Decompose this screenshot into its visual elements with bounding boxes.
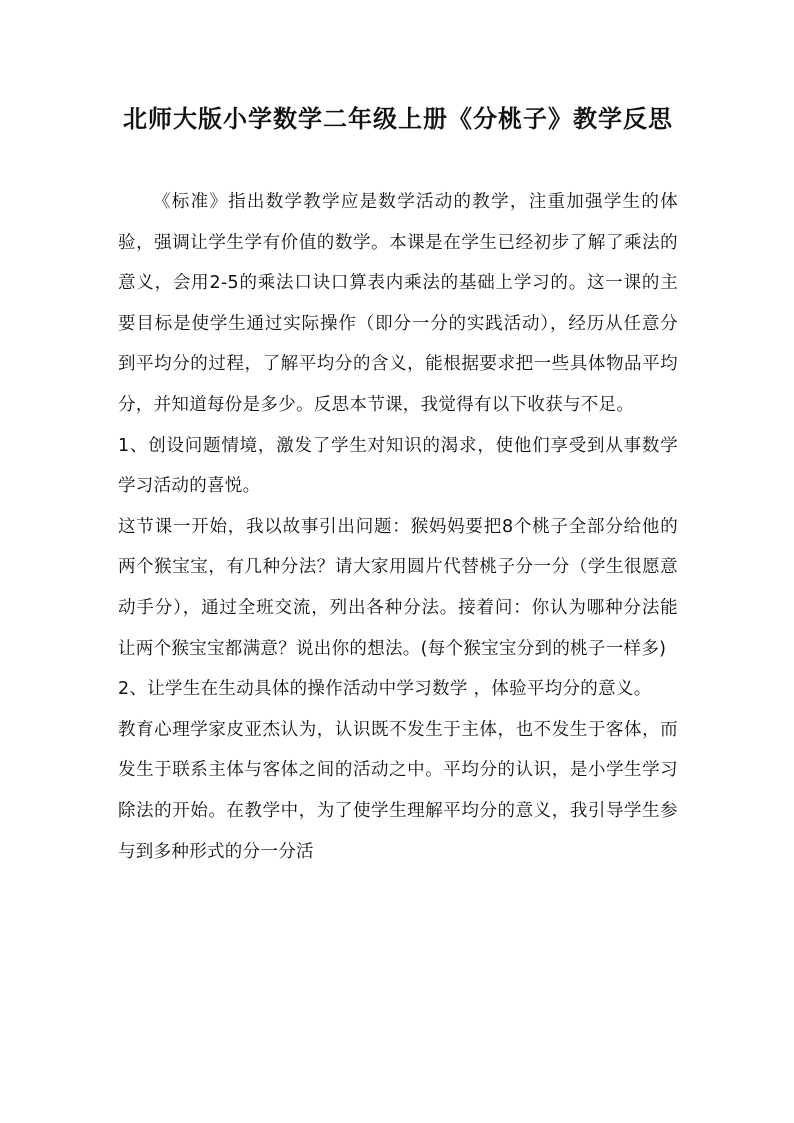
paragraph-point-2-body: 教育心理学家皮亚杰认为，认识既不发生于主体，也不发生于客体，而发生于联系主体与客体之间的活动之中。平均分的认识，是小学生学习除法的开始。在教学中，为了使学生理解平均分的意义，我引导学生参与到多种形式的分一分活 [118, 719, 678, 862]
paragraph-point-2-heading: 2、让学生在生动具体的操作活动中学习数学 ，体验平均分的意义。 [118, 679, 652, 700]
paragraph-point-1-heading: 1、创设问题情境，激发了学生对知识的渴求，使他们享受到从事数学学习活动的喜悦。 [118, 435, 678, 497]
document-title: 北师大版小学数学二年级上册《分桃子》教学反思 [123, 105, 673, 133]
paragraph-point-1-body: 这节课一开始，我以故事引出问题：猴妈妈要把8个桃子全部分给他的两个猴宝宝，有几种分法？请大家用圆片代替桃子分一分（学生很愿意动手分），通过全班交流，列出各种分法。接着问：你认为哪种分法能让两个猴宝宝都满意？说出你的想法。(每个猴宝宝分到的桃子一样多) [118, 516, 678, 659]
document-body [118, 182, 678, 872]
paragraph-intro: 《标准》指出数学教学应是数学活动的教学，注重加强学生的体验，强调让学生学有价值的数学。本课是在学生已经初步了解了乘法的意义，会用2-5的乘法口诀口算表内乘法的基础上学习的。这一课的主要目标是使学生通过实际操作（即分一分的实践活动），经历从任意分 到平均分的过程，了解平均分的含义，能根据要求把一些具体物品平均分，并知道每份是多少。反思本节课，我觉得有以下收获与不足。 [118, 192, 678, 415]
